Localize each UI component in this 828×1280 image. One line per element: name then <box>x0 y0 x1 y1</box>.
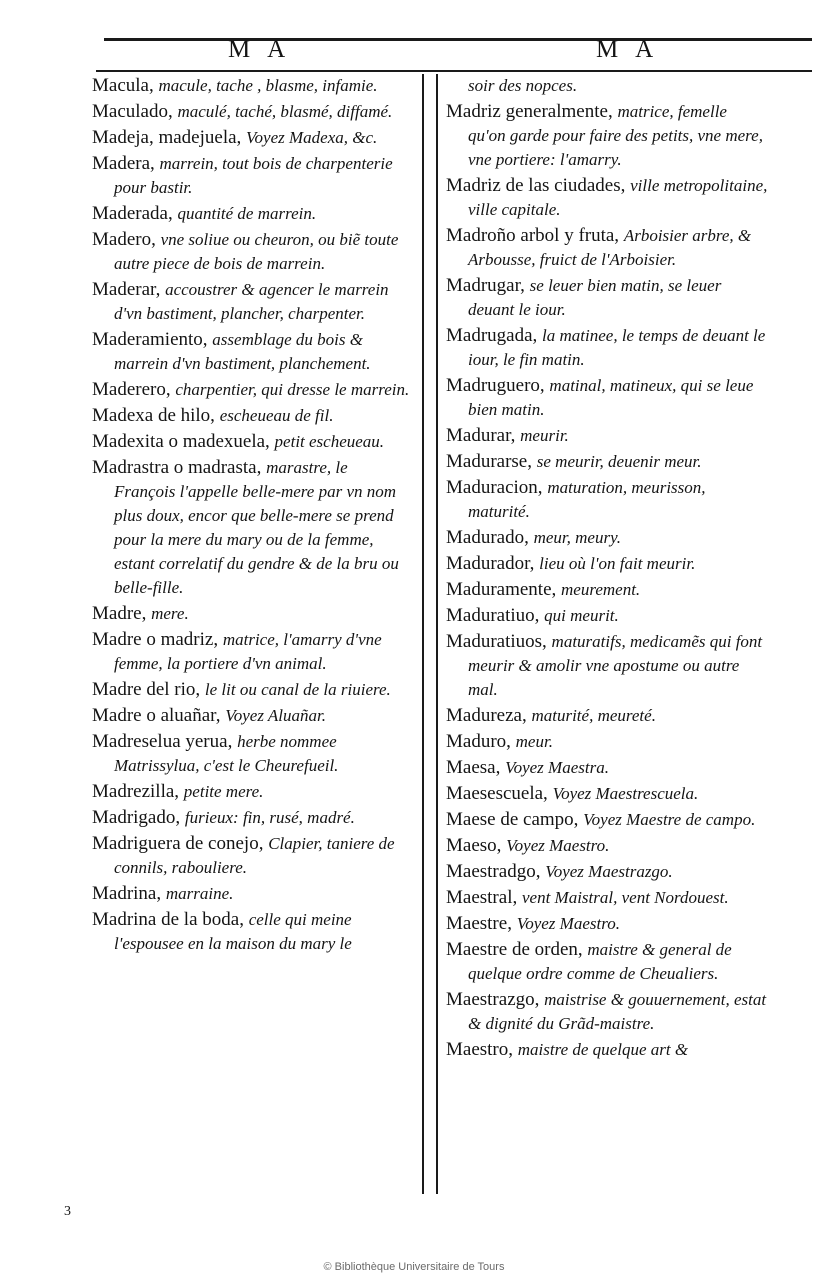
entry-definition: marraine. <box>165 884 234 903</box>
entry-headword: Madrastra o madrasta, <box>92 457 262 478</box>
entry-definition: Voyez Aluañar. <box>225 706 326 725</box>
entry-definition: Voyez Maestre de campo. <box>583 810 756 829</box>
dictionary-entry <box>446 74 768 98</box>
entry-headword: Madriguera de conejo, <box>92 833 264 854</box>
dictionary-entry <box>446 100 768 172</box>
entry-definition: mere. <box>151 604 189 623</box>
entry-definition: maistrise & gouuernement, estat & dignité du Grãd-maistre. <box>468 990 767 1033</box>
entry-headword: Madriz generalmente, <box>446 101 613 122</box>
dictionary-entry <box>92 832 410 880</box>
entry-headword: Madrugada, <box>446 325 538 346</box>
entry-headword: Madero, <box>92 229 156 250</box>
entry-definition: marrein, tout bois de charpenterie pour bastir. <box>114 154 393 197</box>
dictionary-entry <box>446 782 768 806</box>
dictionary-entry <box>92 730 410 778</box>
entry-definition: meur. <box>515 732 553 751</box>
dictionary-entry <box>92 202 410 226</box>
entry-headword: Madrugar, <box>446 275 525 296</box>
dictionary-entry <box>92 100 410 124</box>
entry-definition: se leuer bien matin, se leuer deuant le iour. <box>468 276 722 319</box>
entry-definition: la matinee, le temps de deuant le iour, le fin matin. <box>468 326 766 369</box>
entry-headword: Madrina de la boda, <box>92 909 244 930</box>
dictionary-entry <box>92 278 410 326</box>
dictionary-entry <box>446 450 768 474</box>
dictionary-entry <box>446 374 768 422</box>
dictionary-entry <box>92 882 410 906</box>
entry-headword: Maesescuela, <box>446 783 553 804</box>
dictionary-entry <box>446 552 768 576</box>
entry-definition: qui meurit. <box>544 606 619 625</box>
entry-definition: maculé, taché, blasmé, diffamé. <box>177 102 393 121</box>
entry-definition: petit escheueau. <box>274 432 385 451</box>
entry-headword: Madre o aluañar, <box>92 705 226 726</box>
dictionary-entry <box>92 152 410 200</box>
top-rule <box>104 38 812 41</box>
entry-headword: Madriz de las ciudades, <box>446 175 626 196</box>
dictionary-entry <box>446 808 768 832</box>
entry-headword: Maderada, <box>92 203 173 224</box>
entry-definition: Voyez Maestrazgo. <box>545 862 673 881</box>
entry-definition: meurement. <box>561 580 641 599</box>
dictionary-entry <box>92 328 410 376</box>
entry-headword: Madre, <box>92 603 147 624</box>
entry-headword: Macula, <box>92 75 154 96</box>
entry-definition: Voyez Maestro. <box>506 836 610 855</box>
corner-mark: 3 <box>64 1204 71 1219</box>
dictionary-entry <box>446 174 768 222</box>
dictionary-entry <box>446 860 768 884</box>
entry-definition: matrice, femelle qu'on garde pour faire des petits, vne mere, vne portiere: l'amarry. <box>468 102 763 169</box>
entry-definition: charpentier, qui dresse le marrein. <box>175 380 410 399</box>
entry-headword: Madurado, <box>446 527 529 548</box>
entry-definition: petite mere. <box>183 782 264 801</box>
dictionary-entry <box>92 806 410 830</box>
left-column <box>92 74 410 958</box>
entry-headword: Maestradgo, <box>446 861 546 882</box>
entry-headword: Madera, <box>92 153 155 174</box>
entry-definition: ville metropolitaine, ville capitale. <box>468 176 768 219</box>
right-column <box>446 74 768 1064</box>
entry-headword: Maestral, <box>446 887 518 908</box>
entry-headword: Madexita o madexuela, <box>92 431 270 452</box>
entry-headword: Maderar, <box>92 279 161 300</box>
entry-definition: herbe nommee Matrissylua, c'est le Cheurefueil. <box>114 732 339 775</box>
entry-headword: Maduracion, <box>446 477 543 498</box>
entry-definition: quantité de marrein. <box>177 204 317 223</box>
dictionary-entry <box>92 602 410 626</box>
entry-definition: vent Maistral, vent Nordouest. <box>521 888 729 907</box>
dictionary-entry <box>92 404 410 428</box>
entry-definition: Voyez Madexa, &c. <box>246 128 378 147</box>
entry-definition: vne soliue ou cheuron, ou biẽ toute autre piece de bois de marrein. <box>114 230 399 273</box>
entry-definition: maturation, meurisson, maturité. <box>468 478 706 521</box>
entry-definition: meur, meury. <box>533 528 621 547</box>
entry-headword: Madeja, madejuela, <box>92 127 247 148</box>
entry-definition: matinal, matineux, qui se leue bien matin. <box>468 376 754 419</box>
entry-headword: Maderamiento, <box>92 329 208 350</box>
dictionary-entry <box>446 938 768 986</box>
entry-definition: Arboisier arbre, & Arbousse, fruict de l'Arboisier. <box>468 226 752 269</box>
entry-headword: Madre del rio, <box>92 679 201 700</box>
dictionary-entry <box>92 678 410 702</box>
header-rule <box>96 70 812 72</box>
entry-headword: Maestre de orden, <box>446 939 583 960</box>
entry-definition: meurir. <box>520 426 569 445</box>
entry-definition: Voyez Maestro. <box>516 914 620 933</box>
entry-headword: Maduramente, <box>446 579 557 600</box>
copyright-footer: © Bibliothèque Universitaire de Tours <box>323 1261 505 1273</box>
entry-headword: Madruguero, <box>446 375 545 396</box>
entry-headword: Madurarse, <box>446 451 532 472</box>
entry-definition: Voyez Maestrescuela. <box>552 784 699 803</box>
entry-definition: maturité, meureté. <box>531 706 656 725</box>
dictionary-entry <box>92 430 410 454</box>
entry-headword: Madrina, <box>92 883 162 904</box>
entry-definition: le lit ou canal de la riuiere. <box>204 680 391 699</box>
dictionary-entry <box>446 424 768 448</box>
entry-headword: Madrigado, <box>92 807 181 828</box>
dictionary-entry <box>446 578 768 602</box>
dictionary-entry <box>92 74 410 98</box>
entry-definition: maistre de quelque art & <box>517 1040 689 1059</box>
entry-headword: Maestre, <box>446 913 517 934</box>
dictionary-entry <box>446 476 768 524</box>
dictionary-entry <box>446 630 768 702</box>
entry-definition: Voyez Maestra. <box>505 758 609 777</box>
entry-headword: Madurador, <box>446 553 535 574</box>
dictionary-entry <box>446 274 768 322</box>
dictionary-entry <box>446 526 768 550</box>
entry-headword: Maduro, <box>446 731 511 752</box>
dictionary-entry <box>446 730 768 754</box>
dictionary-entry <box>92 908 410 956</box>
entry-headword: Maestrazgo, <box>446 989 540 1010</box>
entry-definition: marastre, le François l'appelle belle-mere par vn nom plus doux, encor que belle-mere se prend pour la mere du mary ou de la femme, estant correlatif du gendre & de la bru ou belle-fille. <box>114 458 399 597</box>
dictionary-entry <box>446 834 768 858</box>
entry-headword: Maderero, <box>92 379 171 400</box>
entry-definition: escheueau de fil. <box>219 406 334 425</box>
dictionary-entry <box>92 378 410 402</box>
dictionary-entry <box>446 912 768 936</box>
dictionary-entry <box>92 456 410 600</box>
entry-headword: Maeso, <box>446 835 507 856</box>
entry-definition: assemblage du bois & marrein d'vn bastiment, planchement. <box>114 330 371 373</box>
dictionary-entry <box>92 704 410 728</box>
entry-headword: Madexa de hilo, <box>92 405 215 426</box>
entry-headword: Maese de campo, <box>446 809 584 830</box>
dictionary-entry <box>446 224 768 272</box>
dictionary-entry <box>92 780 410 804</box>
dictionary-entry <box>446 988 768 1036</box>
entry-definition: maistre & general de quelque ordre comme de Cheualiers. <box>468 940 732 983</box>
entry-headword: Maestro, <box>446 1039 514 1060</box>
entry-headword: Madroño arbol y fruta, <box>446 225 620 246</box>
entry-headword: Maduratiuos, <box>446 631 547 652</box>
entry-headword: Madreselua yerua, <box>92 731 233 752</box>
entry-definition: maturatifs, medicamẽs qui font meurir & amolir vne apostume ou autre mal. <box>468 632 763 699</box>
dictionary-entry <box>446 704 768 728</box>
entry-definition: matrice, l'amarry d'vne femme, la portiere d'vn animal. <box>114 630 382 673</box>
dictionary-entry <box>92 628 410 676</box>
dictionary-entry <box>446 756 768 780</box>
entry-definition: accoustrer & agencer le marrein d'vn bastiment, plancher, charpenter. <box>114 280 389 323</box>
left-running-head: M A <box>228 36 292 63</box>
dictionary-entry <box>92 228 410 276</box>
entry-headword: Maculado, <box>92 101 173 122</box>
right-running-head: M A <box>596 36 660 63</box>
dictionary-entry <box>446 886 768 910</box>
entry-headword: Maesa, <box>446 757 506 778</box>
entry-headword: Madureza, <box>446 705 527 726</box>
dictionary-entry <box>446 324 768 372</box>
column-divider <box>436 74 438 1194</box>
entry-definition: macule, tache , blasme, infamie. <box>158 76 378 95</box>
entry-definition: celle qui meine l'espousee en la maison du mary le <box>114 910 352 953</box>
entry-definition: lieu où l'on fait meurir. <box>539 554 696 573</box>
dictionary-entry <box>446 604 768 628</box>
entry-definition: furieux: fin, rusé, madré. <box>184 808 355 827</box>
column-divider <box>422 74 424 1194</box>
entry-definition: se meurir, deuenir meur. <box>536 452 702 471</box>
entry-definition: Clapier, taniere de connils, rabouliere. <box>114 834 395 877</box>
entry-headword: Maduratiuo, <box>446 605 540 626</box>
entry-headword: Madre o madriz, <box>92 629 219 650</box>
dictionary-entry <box>92 126 410 150</box>
entry-headword: Madurar, <box>446 425 516 446</box>
entry-definition: soir des nopces. <box>468 76 578 95</box>
dictionary-entry <box>446 1038 768 1062</box>
entry-headword: Madrezilla, <box>92 781 180 802</box>
